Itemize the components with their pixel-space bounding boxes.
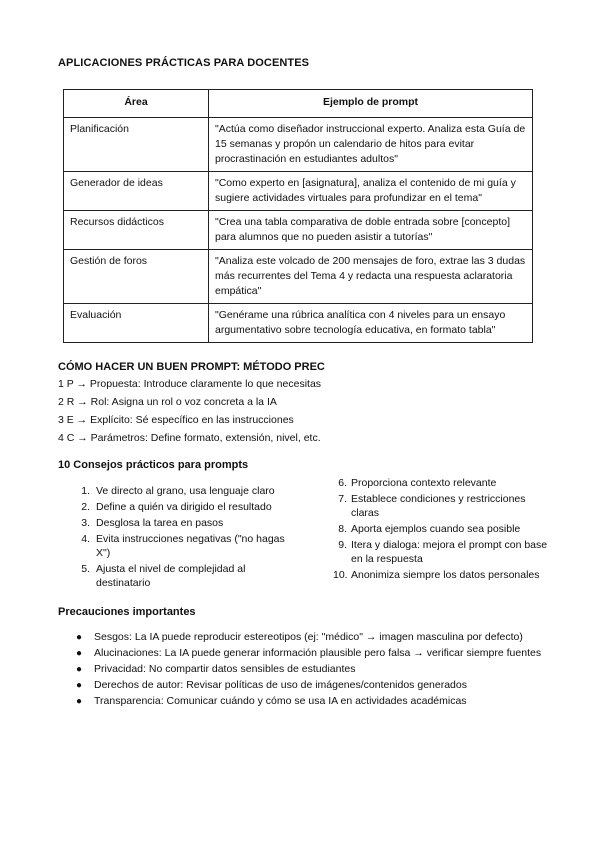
table-row [64,304,533,343]
list-item [74,662,544,677]
table-header-area: Área [64,90,209,118]
precautions-heading: Precauciones importantes [58,606,196,618]
list-text: Anonimiza siempre los datos personales [351,569,540,581]
list-item [74,516,294,530]
list-text: Privacidad: No compartir datos sensibles de estudiantes [94,663,356,675]
table-cell-area: Evaluación [64,304,209,343]
list-number: 3. [81,517,90,529]
method-heading: CÓMO HACER UN BUEN PROMPT: MÉTODO PREC [58,361,325,373]
list-item [74,532,294,560]
list-number: 4. [81,533,90,545]
table-header-row [64,90,533,118]
tips-list-right [333,476,548,584]
table-cell-area: Recursos didácticos [64,211,209,250]
list-text: Alucinaciones: La IA puede generar información plausible pero falsa → verificar siempre fuentes [94,647,542,659]
prompt-examples-table [63,89,533,343]
list-text: Evita instrucciones negativas ("no hagas X") [96,533,285,559]
document-title: APLICACIONES PRÁCTICAS PARA DOCENTES [58,57,310,69]
list-item: 2 R → Rol: Asigna un rol o voz concreta a la IA [58,396,277,408]
list-item [333,568,548,582]
list-number: 8. [338,523,347,535]
list-number: 1. [81,485,90,497]
list-item [333,492,548,520]
list-number: 6. [338,477,347,489]
list-text: Ve directo al grano, usa lenguaje claro [96,485,275,497]
table-row [64,250,533,304]
table-header-prompt: Ejemplo de prompt [209,90,533,118]
list-item [74,562,294,590]
table-cell-prompt: "Analiza este volcado de 200 mensajes de foro, extrae las 3 dudas más recurrentes del Tema 4 y redacta una respuesta aclaratoria empática" [209,250,533,304]
list-item [74,678,544,693]
list-text: Ajusta el nivel de complejidad al destinatario [96,563,246,589]
list-item: 1 P → Propuesta: Introduce claramente lo que necesitas [58,378,322,390]
list-number: 9. [338,539,347,551]
list-text: Define a quién va dirigido el resultado [96,501,272,513]
table-cell-prompt: "Actúa como diseñador instruccional experto. Analiza esta Guía de 15 semanas y propón un calendario de hitos para evitar procrastinación en estudiantes adultos" [209,118,533,172]
table-cell-prompt: "Como experto en [asignatura], analiza el contenido de mi guía y sugiere actividades virtuales para profundizar en el tema" [209,172,533,211]
table-cell-prompt: "Genérame una rúbrica analítica con 4 niveles para un ensayo argumentativo sobre tecnología educativa, en formato tabla" [209,304,533,343]
list-text: Aporta ejemplos cuando sea posible [351,523,521,535]
list-text: Desglosa la tarea en pasos [96,517,224,529]
table-cell-area: Gestión de foros [64,250,209,304]
table-row [64,118,533,172]
table-cell-prompt: "Crea una tabla comparativa de doble entrada sobre [concepto] para alumnos que no pueden asistir a tutorías" [209,211,533,250]
bullet-icon: ● [76,696,83,707]
list-item [333,522,548,536]
list-text: Transparencia: Comunicar cuándo y cómo se usa IA en actividades académicas [94,695,467,707]
list-item [74,646,544,661]
list-number: 2. [81,501,90,513]
list-number: 10. [333,569,348,581]
list-item [333,476,548,490]
table-row [64,172,533,211]
list-item [74,630,544,645]
list-number: 5. [81,563,90,575]
list-text: Sesgos: La IA puede reproducir estereotipos (ej: "médico" → imagen masculina por defecto) [94,631,523,643]
bullet-icon: ● [76,664,83,675]
list-number: 7. [338,493,347,505]
table-cell-area: Generador de ideas [64,172,209,211]
table-cell-area: Planificación [64,118,209,172]
list-text: Derechos de autor: Revisar políticas de uso de imágenes/contenidos generados [94,679,467,691]
list-item [333,538,548,566]
table-row [64,211,533,250]
list-text: Itera y dialoga: mejora el prompt con base en la respuesta [351,539,548,565]
bullet-icon: ● [76,680,83,691]
prec-method-list [58,377,321,449]
list-item: 4 C → Parámetros: Define formato, extensión, nivel, etc. [58,432,321,444]
list-item [74,500,294,514]
list-text: Proporciona contexto relevante [351,477,497,489]
bullet-icon: ● [76,648,83,659]
precautions-list [74,630,544,710]
tips-heading: 10 Consejos prácticos para prompts [58,459,249,471]
list-item [74,694,544,709]
bullet-icon: ● [76,632,83,643]
list-item: 3 E → Explícito: Sé específico en las instrucciones [58,414,294,426]
tips-list-left [74,484,294,592]
list-text: Establece condiciones y restricciones claras [351,493,526,519]
list-item [74,484,294,498]
